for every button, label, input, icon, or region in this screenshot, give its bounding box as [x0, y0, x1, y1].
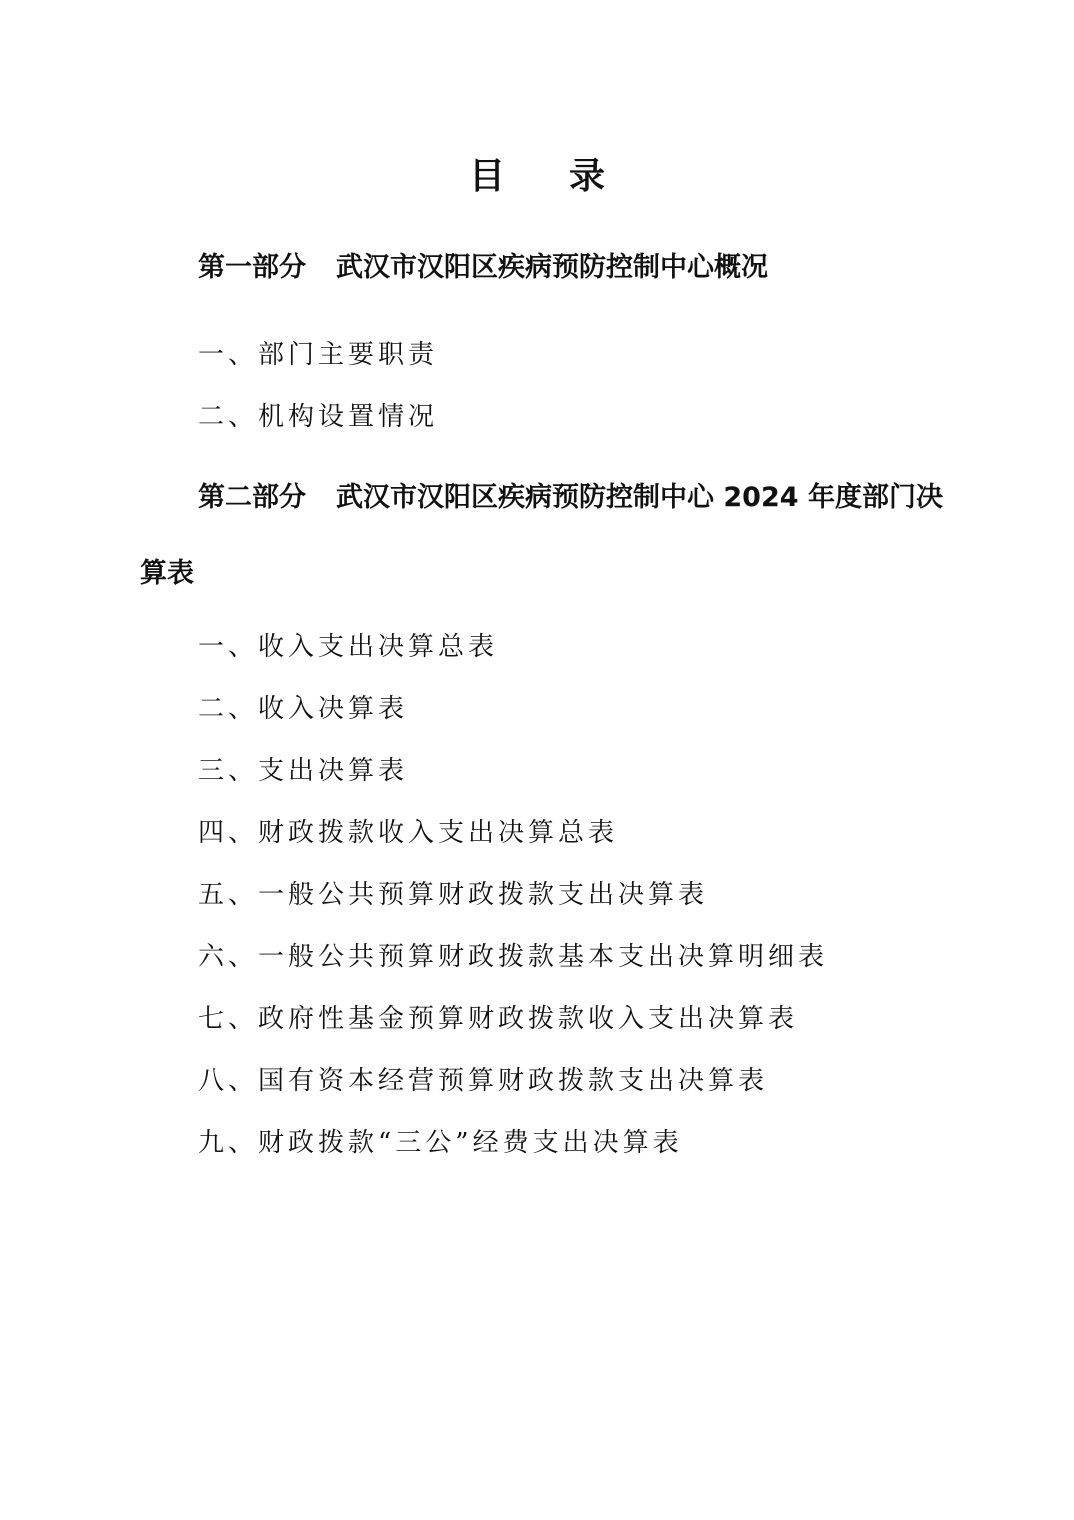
part2-label: 第二部分 [198, 482, 306, 513]
toc-item: 一、收入支出决算总表 [198, 632, 499, 662]
title-char-1: 目 [468, 155, 505, 197]
part2-heading [140, 460, 960, 612]
toc-item: 六、一般公共预算财政拨款基本支出决算明细表 [198, 942, 829, 972]
toc-item: 二、收入决算表 [198, 694, 409, 724]
part1-heading [140, 230, 960, 306]
toc-item: 四、财政拨款收入支出决算总表 [198, 818, 619, 848]
toc-item: 八、国有资本经营预算财政拨款支出决算表 [198, 1066, 769, 1096]
page-title [0, 148, 1074, 199]
toc-item: 九、财政拨款“三公”经费支出决算表 [198, 1128, 683, 1158]
part1-title: 武汉市汉阳区疾病预防控制中心概况 [336, 252, 768, 283]
toc-item: 五、一般公共预算财政拨款支出决算表 [198, 880, 709, 910]
toc-item: 二、机构设置情况 [198, 402, 439, 432]
part2-title: 武汉市汉阳区疾病预防控制中心 2024 年度部门决算表 [140, 482, 943, 589]
toc-item: 七、政府性基金预算财政拨款收入支出决算表 [198, 1004, 799, 1034]
toc-item: 一、部门主要职责 [198, 340, 439, 370]
title-char-2: 录 [569, 155, 606, 197]
toc-item: 三、支出决算表 [198, 756, 409, 786]
part1-label: 第一部分 [198, 252, 306, 283]
